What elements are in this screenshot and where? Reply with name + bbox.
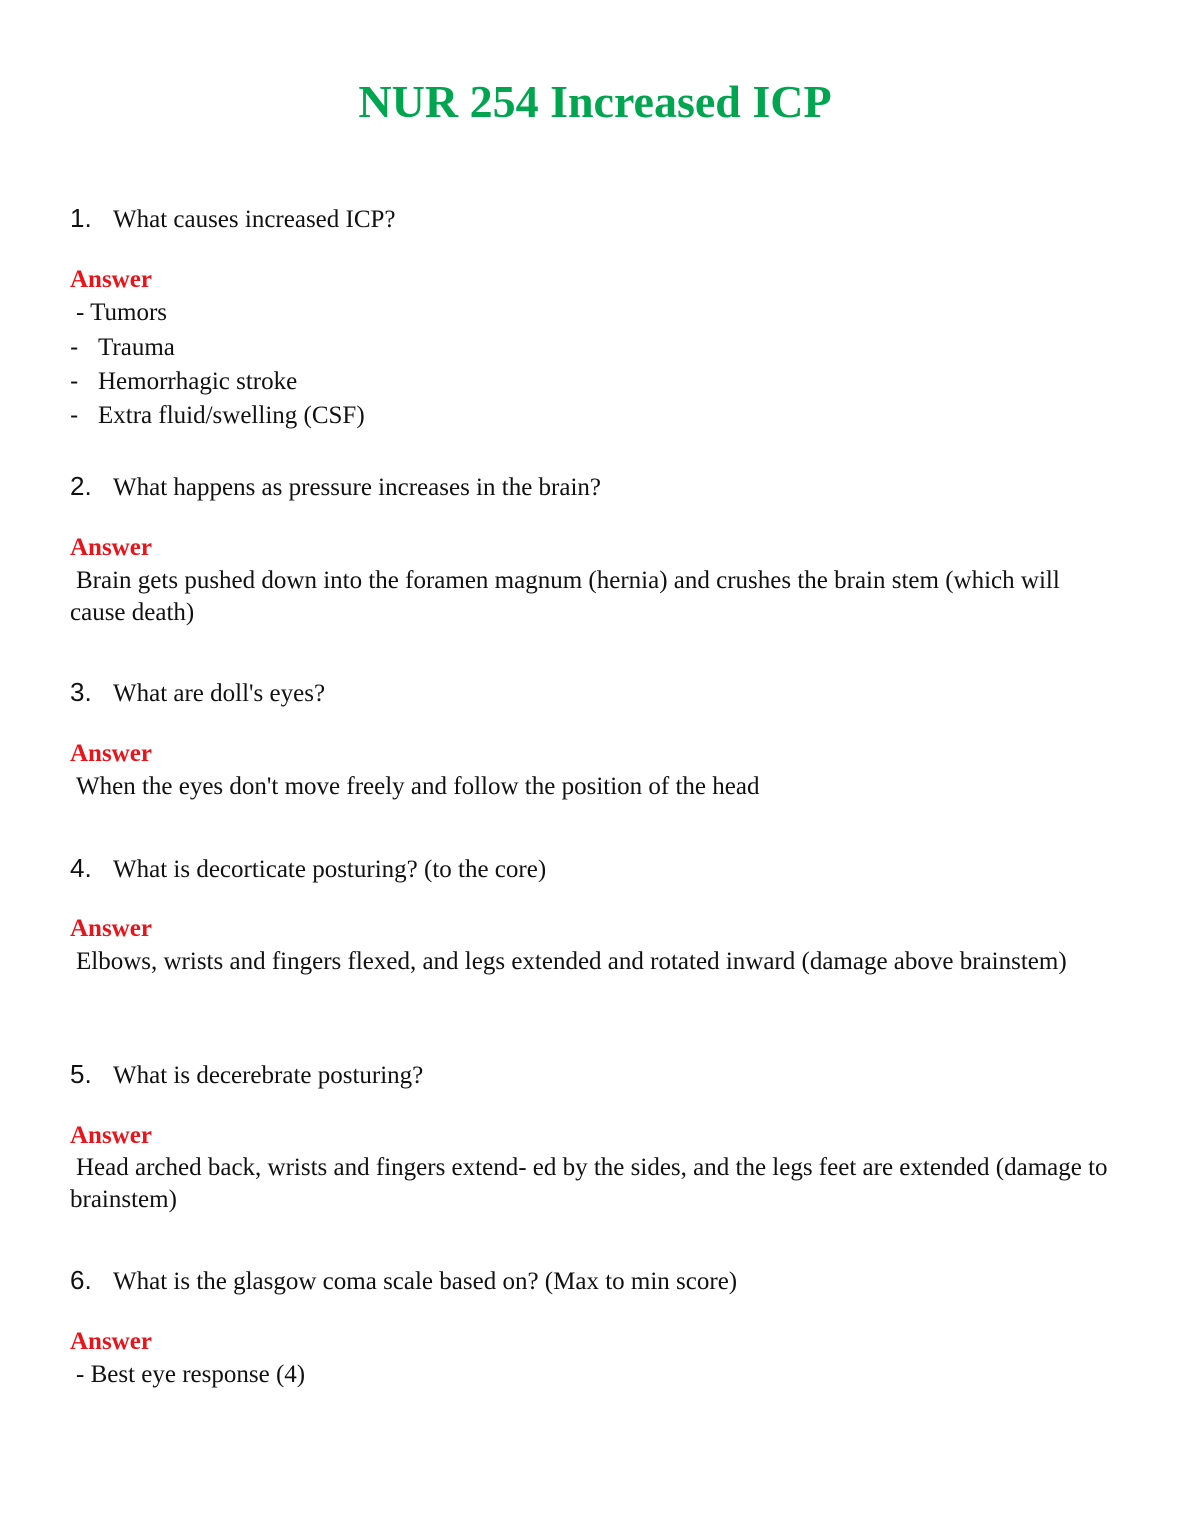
question-text: What happens as pressure increases in the brain? (113, 474, 602, 501)
question-2 (70, 470, 601, 504)
question-number: 3. (70, 677, 92, 707)
bullet-dash: - (70, 401, 79, 429)
bullet-text: Trauma (98, 334, 175, 361)
question-text: What is decerebrate posturing? (113, 1062, 424, 1089)
question-number: 5. (70, 1059, 92, 1089)
question-4 (70, 852, 546, 886)
answer-1-bullet-3 (70, 399, 365, 432)
answer-1-bullet-2 (70, 365, 297, 398)
question-3 (70, 676, 325, 710)
question-number: 6. (70, 1265, 92, 1295)
question-6 (70, 1264, 737, 1298)
answer-1-bullet-1 (70, 331, 175, 364)
document-title: NUR 254 Increased ICP (358, 76, 832, 127)
bullet-dash: - (70, 333, 79, 361)
question-number: 2. (70, 471, 92, 501)
answer-text: - Tumors (76, 299, 168, 326)
question-text: What causes increased ICP? (113, 206, 396, 233)
answer-2: Brain gets pushed down into the foramen magnum (hernia) and crushes the brain stem (which will cause death) (70, 567, 1060, 626)
answer-label-4: Answer (70, 915, 152, 942)
answer-1-first-line (70, 297, 1120, 329)
question-text: What is decorticate posturing? (to the core) (113, 856, 547, 883)
answer-label-5: Answer (70, 1122, 152, 1149)
bullet-text: Hemorrhagic stroke (98, 368, 298, 395)
answer-4: Elbows, wrists and fingers flexed, and legs extended and rotated inward (damage above brainstem) (76, 948, 1067, 975)
answer-label-3: Answer (70, 740, 152, 767)
question-number: 4. (70, 853, 92, 883)
question-number: 1. (70, 203, 92, 233)
bullet-dash: - (70, 367, 79, 395)
question-text: What is the glasgow coma scale based on? (Max to min score) (113, 1268, 738, 1295)
answer-label-1: Answer (70, 266, 152, 293)
question-1 (70, 202, 396, 236)
answer-5: Head arched back, wrists and fingers extend- ed by the sides, and the legs feet are extended (damage to brainstem) (70, 1154, 1108, 1213)
answer-label-6: Answer (70, 1328, 152, 1355)
question-5 (70, 1058, 423, 1092)
bullet-text: Extra fluid/swelling (CSF) (98, 402, 365, 429)
question-text: What are doll's eyes? (113, 680, 326, 707)
answer-6: - Best eye response (4) (76, 1361, 306, 1388)
answer-3: When the eyes don't move freely and follow the position of the head (76, 773, 760, 800)
answer-label-2: Answer (70, 534, 152, 561)
